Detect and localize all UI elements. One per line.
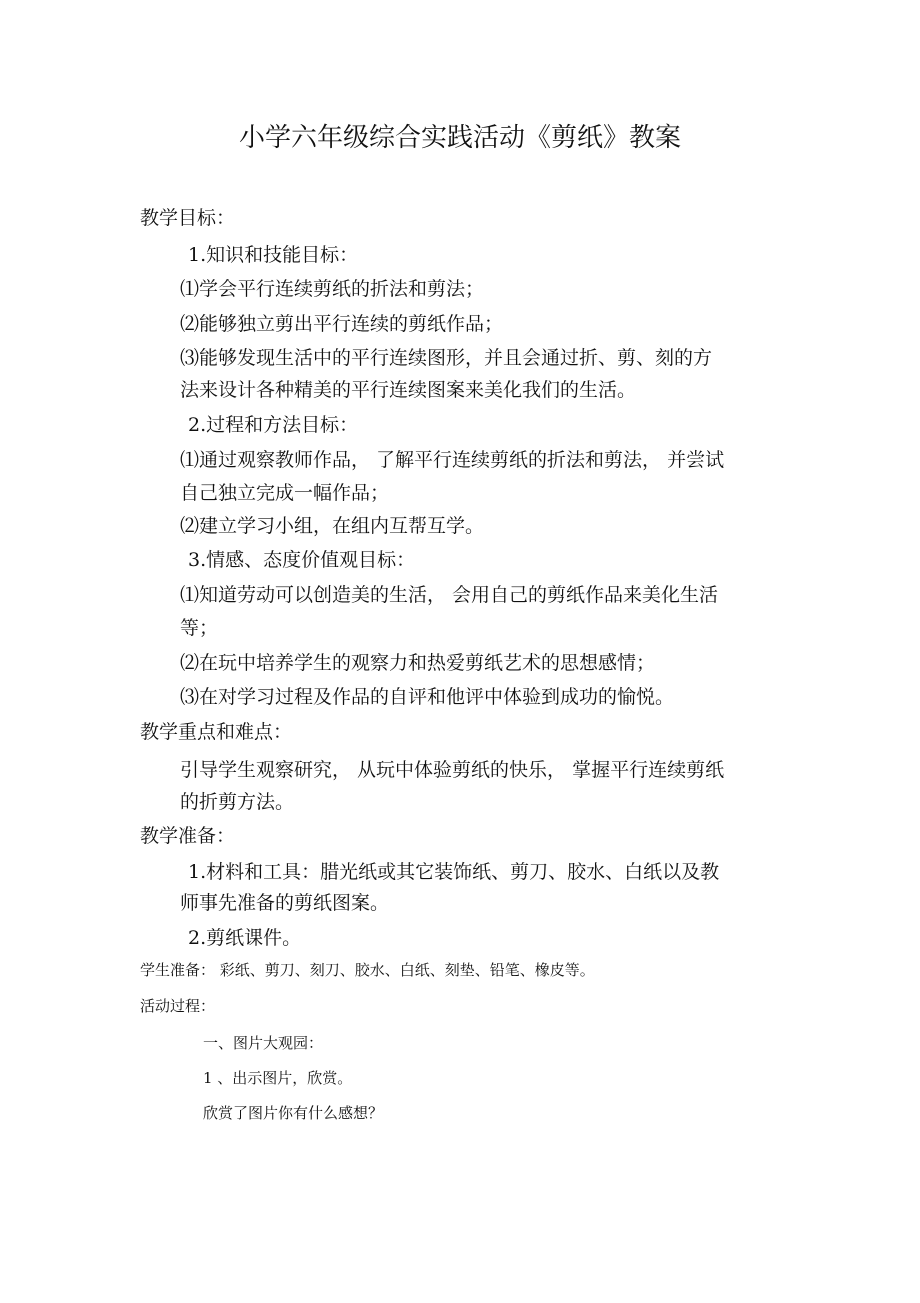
objective-1-item-1: ⑴学会平行连续剪纸的折法和剪法； <box>180 278 485 300</box>
keypoints-line-1: 引导学生观察研究， 从玩中体验剪纸的快乐， 掌握平行连续剪纸 <box>180 759 725 781</box>
objective-3-item-2: ⑵在玩中培养学生的观察力和热爱剪纸艺术的思想感情； <box>180 652 656 674</box>
objective-1-heading: 1.知识和技能目标： <box>188 244 359 266</box>
keypoints-line-2: 的折剪方法。 <box>180 791 295 813</box>
objective-3-heading: 3.情感、态度价值观目标： <box>188 549 416 571</box>
keypoints-heading: 教学重点和难点： <box>140 721 293 743</box>
objective-2-item-1-line-1: ⑴通过观察教师作品， 了解平行连续剪纸的折法和剪法， 并尝试 <box>180 449 725 471</box>
preparation-item-1-line-1: 1.材料和工具：腊光纸或其它装饰纸、剪刀、胶水、白纸以及教 <box>188 861 720 883</box>
objective-1-item-3-line-2: 法来设计各种精美的平行连续图案来美化我们的生活。 <box>180 379 637 401</box>
objective-3-item-1-line-2: 等； <box>180 617 219 639</box>
objective-3-item-3: ⑶在对学习过程及作品的自评和他评中体验到成功的愉悦。 <box>180 686 675 708</box>
objective-2-item-1-line-2: 自己独立完成一幅作品； <box>180 482 390 504</box>
preparation-item-1-line-2: 师事先准备的剪纸图案。 <box>180 892 390 914</box>
process-section-1: 一、图片大观园： <box>203 1034 324 1052</box>
objective-1-item-3-line-1: ⑶能够发现生活中的平行连续图形，并且会通过折、剪、刻的方 <box>180 347 713 369</box>
preparation-heading: 教学准备： <box>140 825 236 847</box>
student-preparation: 学生准备： 彩纸、剪刀、刻刀、胶水、白纸、刻垫、铅笔、橡皮等。 <box>140 961 595 979</box>
objective-2-item-2: ⑵建立学习小组，在组内互帮互学。 <box>180 515 485 537</box>
process-heading: 活动过程： <box>140 997 216 1015</box>
objective-1-item-2: ⑵能够独立剪出平行连续的剪纸作品； <box>180 313 504 335</box>
document-title: 小学六年级综合实践活动《剪纸》教案 <box>238 123 681 153</box>
objective-2-heading: 2.过程和方法目标： <box>188 414 359 436</box>
process-question: 欣赏了图片你有什么感想？ <box>203 1104 384 1122</box>
process-step-1: 1 、出示图片，欣赏。 <box>203 1069 353 1087</box>
objectives-heading: 教学目标： <box>140 207 236 229</box>
objective-3-item-1-line-1: ⑴知道劳动可以创造美的生活， 会用自己的剪纸作品来美化生活 <box>180 584 719 606</box>
preparation-item-2: 2.剪纸课件。 <box>188 927 302 949</box>
